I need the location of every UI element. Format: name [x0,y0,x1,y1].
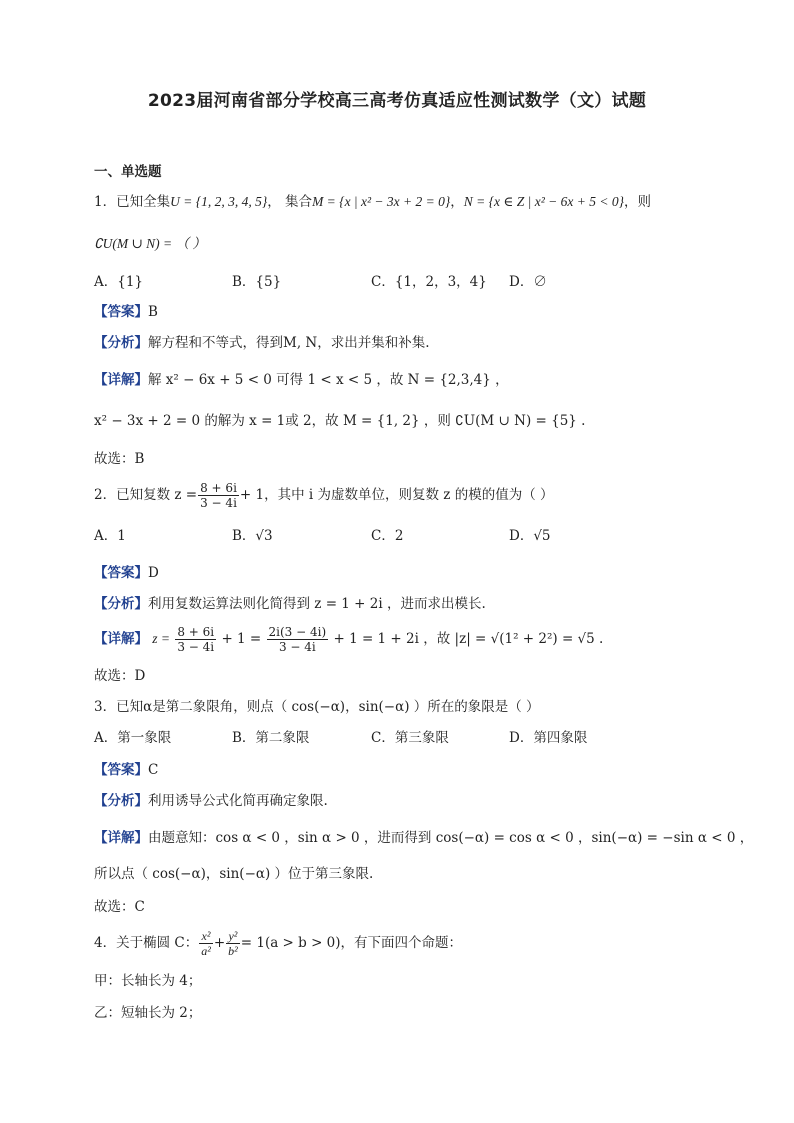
q3-analysis-text: 利用诱导公式化简再确定象限. [148,793,328,809]
q1-analysis-text: 解方程和不等式，得到M, N，求出并集和补集. [148,335,430,351]
q4-fraction-y [226,929,240,958]
q2-detail-num-2: 2i(3 − 4i) [268,625,327,639]
q2-detail-fraction-1 [175,625,216,654]
q2-detail [94,623,603,655]
q2-detail-b: + 1 = [221,631,262,647]
q4-frac-y-num: y² [228,929,238,943]
q2-detail-c: + 1 = 1 + 2i ，故 |z| = √(1² + 2²) = √5 . [333,631,604,647]
q3-option-a: A．第一象限 [94,730,172,746]
q4-stem-a: 4．关于椭圆 C： [94,935,199,951]
q2-option-d: D．√5 [509,528,551,544]
q1-detail-line-2: x² − 3x + 2 = 0 的解为 x = 1或 2，故 M = {1, 2} ，则 ∁U(M ∪ N) = {5} . [94,413,586,429]
q2-detail-den-2: 3 − 4i [267,639,329,654]
q1-stem [94,192,651,212]
q1-option-a: A．{1} [94,274,144,290]
q2-detail-den-1: 3 − 4i [177,640,215,654]
q4-stem-b: = 1(a > b > 0)，有下面四个命题： [240,935,463,951]
q3-option-d: D．第四象限 [509,730,588,746]
q4-proposition-1: 甲：长轴长为 4； [94,973,202,989]
q2-answer [94,563,159,583]
q3-option-b: B．第二象限 [232,730,310,746]
q1-analysis-tag: 【分析】 [94,335,148,351]
q2-answer-value: D [148,565,159,581]
q1-answer-tag: 【答案】 [94,304,148,320]
q2-detail-tag: 【详解】 [94,631,148,647]
q2-stem [94,480,553,510]
q4-proposition-2: 乙：短轴长为 2； [94,1005,202,1021]
q1-expression [94,234,206,254]
q1-u-set: U = {1, 2, 3, 4, 5} [170,194,268,209]
q1-n-set: N = {x ∈ Z | x² − 6x + 5 < 0} [463,194,625,209]
q2-detail-fraction-2 [267,625,329,654]
q3-detail-line-2: 所以点（ cos(−α)，sin(−α) ）位于第三象限. [94,866,374,882]
q2-option-c: C．2 [371,528,404,544]
q2-detail-a: z = [152,631,171,646]
q2-frac-numerator: 8 + 6i [200,481,237,495]
q1-stem-b: ， 集合 [267,194,313,210]
q4-frac-y-den: b² [228,944,238,958]
q2-analysis [94,594,486,614]
q1-option-b: B．{5} [232,274,282,290]
q2-option-b: B．√3 [232,528,273,544]
q3-option-c: C．第三象限 [371,730,449,746]
q3-detail-line-1 [94,828,753,848]
q1-option-d: D．∅ [509,274,547,290]
q3-stem: 3．已知α是第二象限角，则点（ cos(−α)，sin(−α) ）所在的象限是（ ） [94,699,540,715]
q1-detail-line-1 [94,370,509,390]
q4-frac-x-den: a² [201,944,211,958]
page-title: 2023届河南省部分学校高三高考仿真适应性测试数学（文）试题 [147,91,647,111]
q1-stem-a: 1．已知全集 [94,194,171,210]
q2-conclusion: 故选：D [94,668,146,684]
section-heading: 一、单选题 [94,164,162,180]
q2-stem-b: + 1，其中 i 为虚数单位，则复数 z 的模的值为（ ） [239,487,554,503]
q1-answer [94,302,158,322]
q3-detail-text-1: 由题意知：cos α < 0 ，sin α > 0 ，进而得到 cos(−α) = cos α < 0 ，sin(−α) = −sin α < 0 ， [148,830,754,846]
q1-expr-text: ∁U(M ∪ N) = （ ） [94,236,206,251]
q2-answer-tag: 【答案】 [94,565,148,581]
q1-stem-c: ，则 [624,194,652,210]
q1-sep: ， [450,194,464,210]
q1-detail-text-1: 解 x² − 6x + 5 < 0 可得 1 < x < 5 ，故 N = {2,3,4} ， [148,372,509,388]
q3-detail-tag: 【详解】 [94,830,148,846]
q2-option-a: A．1 [94,528,126,544]
q3-answer-tag: 【答案】 [94,762,148,778]
q2-detail-num-1: 8 + 6i [177,625,215,639]
q2-fraction [198,481,239,510]
q2-analysis-tag: 【分析】 [94,596,148,612]
q3-conclusion: 故选：C [94,899,145,915]
q1-detail-tag: 【详解】 [94,372,148,388]
q1-conclusion: 故选：B [94,451,145,467]
q3-analysis [94,791,328,811]
q3-answer [94,760,158,780]
q4-fraction-x [199,929,213,958]
q2-frac-denominator: 3 − 4i [200,496,237,510]
q1-option-c: C．{1，2，3，4} [371,274,487,290]
q4-plus: + [213,935,226,951]
q1-answer-value: B [148,304,158,320]
q1-analysis [94,333,430,353]
q3-answer-value: C [148,762,159,778]
q4-stem [94,927,462,959]
q3-analysis-tag: 【分析】 [94,793,148,809]
q2-stem-a: 2．已知复数 z = [94,487,198,503]
q1-m-set: M = {x | x² − 3x + 2 = 0} [312,194,451,209]
q4-frac-x-num: x² [201,929,211,943]
q2-analysis-text: 利用复数运算法则化简得到 z = 1 + 2i ，进而求出模长. [148,596,486,612]
